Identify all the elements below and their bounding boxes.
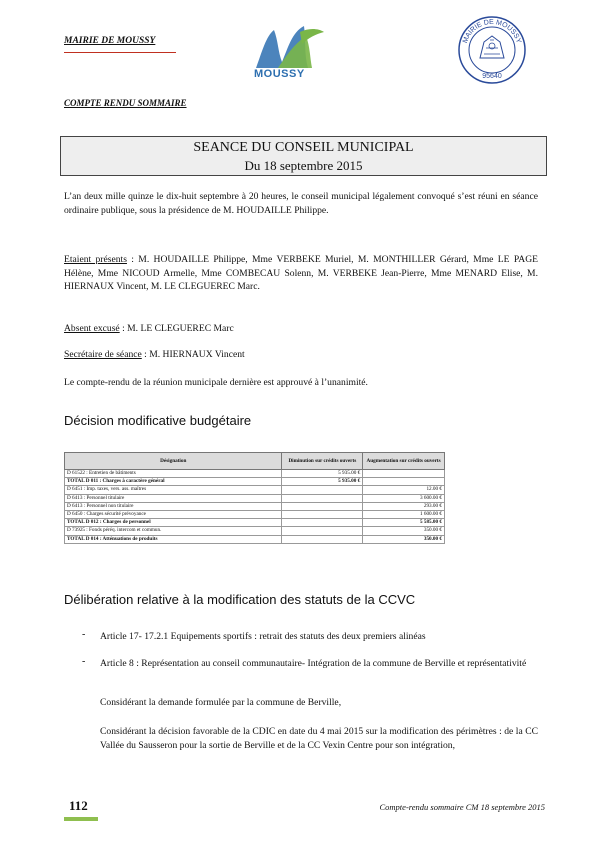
list-dash: - — [82, 629, 86, 640]
table-cell — [363, 478, 445, 486]
table-cell — [282, 502, 363, 510]
document-type: COMPTE RENDU SOMMAIRE — [64, 98, 187, 108]
approval-paragraph: Le compte-rendu de la réunion municipale dernière est approuvé à l’unanimité. — [64, 377, 368, 388]
intro-paragraph: L’an deux mille quinze le dix-huit septembre à 20 heures, le conseil municipal légalement convoqué s’est réuni en séance ordinaire publique, sous la présidence de M. HOUDAILLE Philippe. — [64, 191, 538, 216]
table-row — [65, 502, 445, 510]
table-cell: 350.00 € — [363, 535, 445, 543]
table-cell: D 6413 : Personnel titulaire — [65, 494, 282, 502]
considering-paragraph-1: Considérant la demande formulée par la commune de Berville, — [100, 697, 342, 708]
table-row — [65, 510, 445, 518]
secretary-name: : M. HIERNAUX Vincent — [141, 349, 245, 360]
secretary-label: Secrétaire de séance — [64, 349, 142, 360]
table-row — [65, 494, 445, 502]
table-cell: 293.00 € — [363, 502, 445, 510]
present-paragraph — [64, 253, 538, 294]
table-cell: D 61522 : Entretien de bâtiments — [65, 470, 282, 478]
present-label: Etaient présents — [64, 254, 127, 265]
table-cell: 12.00 € — [363, 486, 445, 494]
page-title: SEANCE DU CONSEIL MUNICIPAL — [193, 140, 414, 155]
page-number: 112 — [69, 798, 88, 813]
session-date: Du 18 septembre 2015 — [244, 158, 363, 173]
table-cell — [282, 494, 363, 502]
table-cell — [282, 527, 363, 535]
absent-name: : M. LE CLEGUEREC Marc — [119, 323, 234, 334]
header-rule — [64, 52, 176, 53]
logo-text: MOUSSY — [254, 68, 305, 80]
absent-label: Absent excusé — [64, 323, 120, 334]
mairie-heading: MAIRIE DE MOUSSY — [64, 36, 156, 46]
budget-header-designation: Désignation — [65, 453, 282, 470]
table-cell — [282, 535, 363, 543]
table-cell: TOTAL D 011 : Charges à caractère général — [65, 478, 282, 486]
table-row-total — [65, 519, 445, 527]
table-cell: 3 600.00 € — [363, 494, 445, 502]
municipal-seal — [456, 14, 528, 86]
seal-graphic — [456, 14, 528, 86]
absent-paragraph — [64, 322, 538, 336]
table-cell: D 73925 : Fonds péréq. intercom et commun. — [65, 527, 282, 535]
list-item-article-17: Article 17- 17.2.1 Equipements sportifs : retrait des statuts des deux premiers alinéas — [100, 631, 426, 642]
table-cell: 1 600.00 € — [363, 510, 445, 518]
considering-paragraph-2: Considérant la décision favorable de la CDIC en date du 4 mai 2015 sur la modification des périmètres : de la CC Vallée du Sausseron pour la sortie de Berville et de la CC Vexin Centre pour son intégration, — [100, 726, 538, 751]
table-cell: TOTAL D 012 : Charges de personnel — [65, 519, 282, 527]
table-cell: 5 935.00 € — [282, 478, 363, 486]
seal-text: MAIRIE DE MOUSSY — [461, 18, 523, 45]
table-row — [65, 527, 445, 535]
table-cell: D 6451 : Imp. taxes, vers. ass. maîtres — [65, 486, 282, 494]
table-cell: 350.00 € — [363, 527, 445, 535]
moussy-logo-graphic — [248, 22, 330, 72]
moussy-logo — [248, 22, 330, 82]
table-cell: D 6413 : Personnel non titulaire — [65, 502, 282, 510]
section-heading-budget: Décision modificative budgétaire — [64, 413, 252, 428]
table-cell — [282, 519, 363, 527]
present-list: : M. HOUDAILLE Philippe, Mme VERBEKE Muriel, M. MONTHILLER Gérard, Mme LE PAGE Hélène, Mme NICOUD Armelle, Mme COMBECAU Solenn, M. VERBEKE Jean-Pierre, Mme MENARD Elise, M. HIERNAUX Vincent, M. LE CLEGUEREC Marc. — [64, 254, 538, 293]
budget-header-decrease: Diminution sur crédits ouverts — [282, 453, 363, 470]
table-row — [65, 470, 445, 478]
section-heading-statuts: Délibération relative à la modification des statuts de la CCVC — [64, 592, 416, 607]
table-row-total — [65, 535, 445, 543]
table-cell: TOTAL D 014 : Atténuations de produits — [65, 535, 282, 543]
title-box — [60, 136, 547, 176]
budget-table-header — [65, 453, 445, 470]
list-item-article-8: Article 8 : Représentation au conseil communautaire- Intégration de la commune de Berville et représentativité — [100, 658, 527, 669]
table-cell — [363, 470, 445, 478]
table-row-total — [65, 478, 445, 486]
table-cell — [282, 510, 363, 518]
table-cell — [282, 486, 363, 494]
seal-code: 95640 — [482, 73, 502, 80]
table-row — [65, 486, 445, 494]
table-cell: D 6450 : Charges sécurité prévoyance — [65, 510, 282, 518]
budget-header-increase: Augmentation sur crédits ouverts — [363, 453, 445, 470]
list-dash: - — [82, 656, 86, 667]
table-cell: 5 585.00 € — [363, 519, 445, 527]
secretary-paragraph — [64, 348, 538, 362]
footer-text: Compte-rendu sommaire CM 18 septembre 2015 — [379, 802, 545, 812]
table-cell: 5 935.00 € — [282, 470, 363, 478]
budget-table — [64, 452, 445, 544]
